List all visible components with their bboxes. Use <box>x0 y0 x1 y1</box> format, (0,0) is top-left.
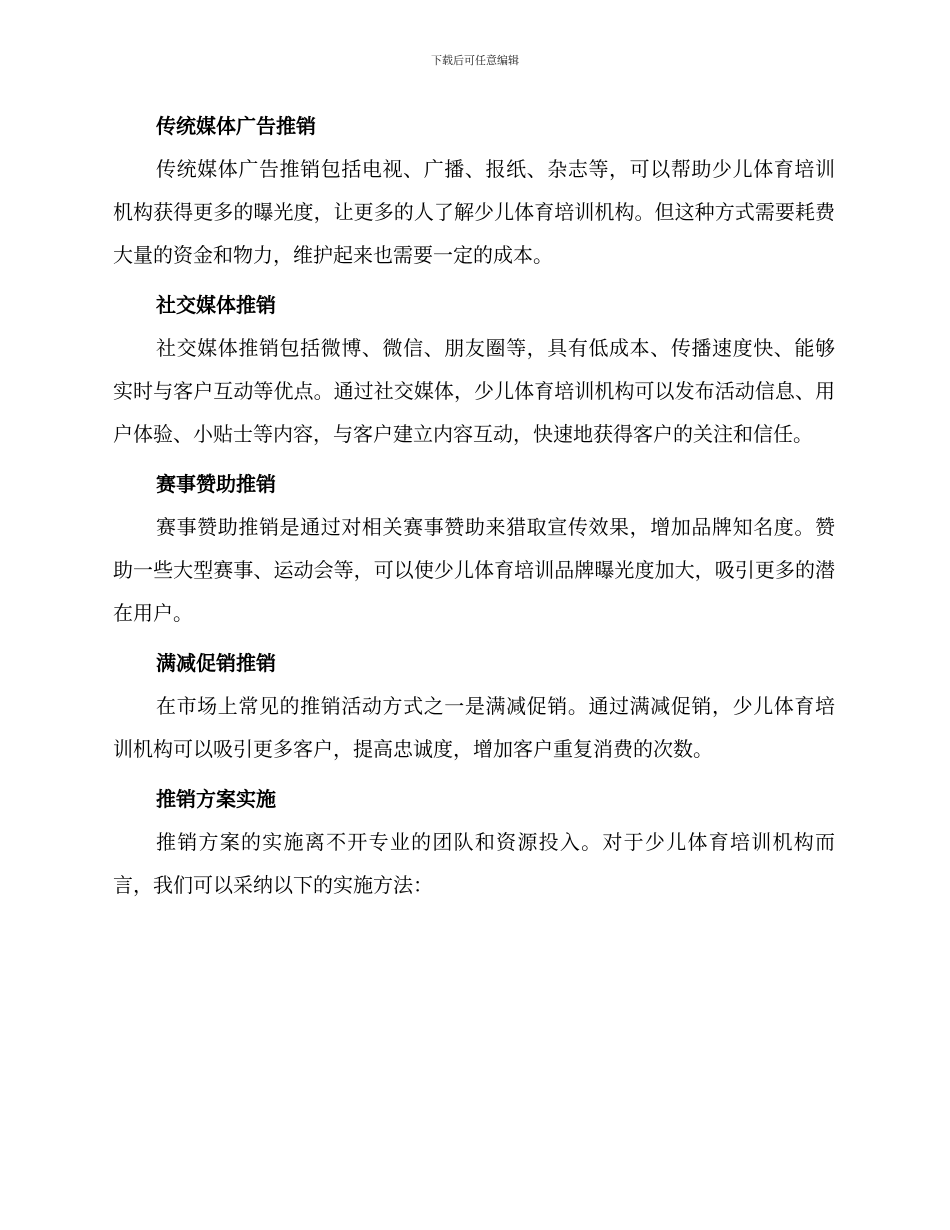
section-body-event-sponsorship: 赛事赞助推销是通过对相关赛事赞助来猎取宣传效果，增加品牌知名度。赞助一些大型赛事、运动会等，可以使少儿体育培训品牌曝光度加大，吸引更多的潜在用户。 <box>113 515 835 625</box>
section-body-social-media: 社交媒体推销包括微博、微信、朋友圈等，具有低成本、传播速度快、能够实时与客户互动等优点。通过社交媒体，少儿体育培训机构可以发布活动信息、用户体验、小贴士等内容，与客户建立内容互动，快速地获得客户的关注和信任。 <box>113 336 835 446</box>
section-heading-social-media: 社交媒体推销 <box>156 293 276 317</box>
document-body <box>113 104 835 913</box>
section-body-traditional-media: 传统媒体广告推销包括电视、广播、报纸、杂志等，可以帮助少儿体育培训机构获得更多的曝光度，让更多的人了解少儿体育培训机构。但这种方式需要耗费大量的资金和物力，维护起来也需要一定的成本。 <box>113 157 835 267</box>
section-heading-event-sponsorship: 赛事赞助推销 <box>156 472 276 496</box>
page-header-note: 下载后可任意编辑 <box>431 54 519 67</box>
section-heading-plan-implementation: 推销方案实施 <box>156 787 276 811</box>
section-heading-discount-promotion: 满减促销推销 <box>156 651 276 675</box>
section-heading-traditional-media: 传统媒体广告推销 <box>156 114 316 138</box>
section-body-discount-promotion: 在市场上常见的推销活动方式之一是满减促销。通过满减促销，少儿体育培训机构可以吸引更多客户，提高忠诚度，增加客户重复消费的次数。 <box>113 694 835 761</box>
section-body-plan-implementation: 推销方案的实施离不开专业的团队和资源投入。对于少儿体育培训机构而言，我们可以采纳以下的实施方法： <box>113 830 835 897</box>
